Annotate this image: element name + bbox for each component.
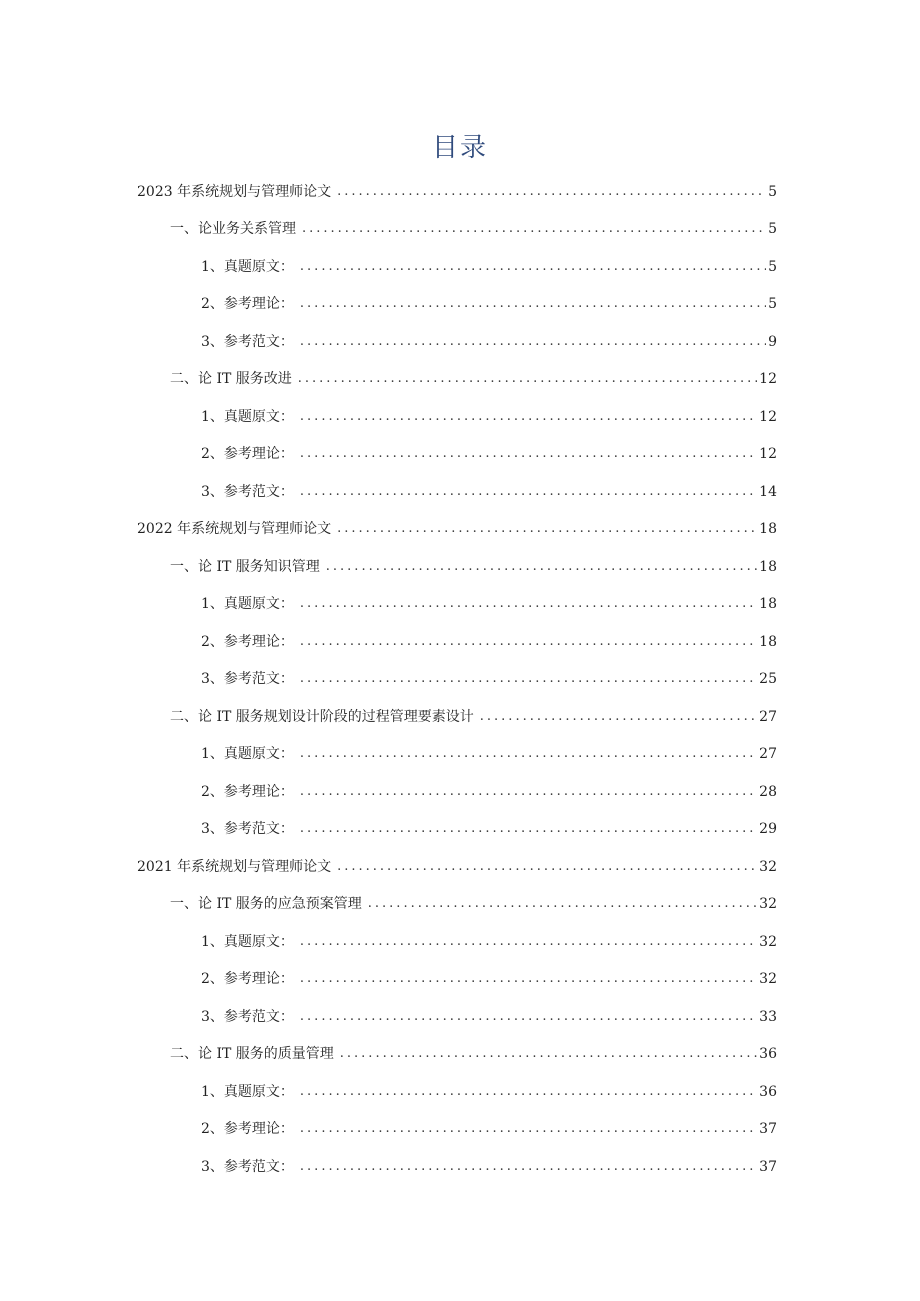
toc-entry[interactable] [0, 811, 920, 849]
toc-page-number: 27 [759, 708, 777, 725]
toc-entry-label: 2、参考理论： [201, 783, 294, 800]
toc-entry[interactable] [0, 998, 920, 1036]
toc-dot-leader [300, 670, 757, 688]
toc-dot-leader [337, 183, 766, 201]
toc-entry[interactable] [0, 773, 920, 811]
toc-page-number: 29 [759, 821, 777, 838]
toc-entry-label: 二、论 IT 服务的质量管理 [170, 1046, 334, 1063]
toc-page-number: 18 [759, 521, 777, 538]
toc-page-number: 37 [759, 1158, 777, 1175]
toc-page-number: 5 [768, 183, 777, 200]
toc-entry[interactable] [0, 623, 920, 661]
toc-dot-leader [300, 783, 757, 801]
toc-dot-leader [300, 633, 757, 651]
toc-entry[interactable] [0, 698, 920, 736]
toc-page-number: 27 [759, 746, 777, 763]
toc-dot-leader [480, 708, 757, 726]
toc-entry[interactable] [0, 886, 920, 924]
toc-entry-label: 1、真题原文： [201, 1083, 294, 1100]
toc-dot-leader [368, 895, 757, 913]
toc-entry[interactable] [0, 323, 920, 361]
toc-dot-leader [298, 370, 757, 388]
toc-entry[interactable] [0, 1148, 920, 1186]
toc-entry-label: 3、参考范文： [201, 333, 294, 350]
toc-entry[interactable] [0, 248, 920, 286]
toc-dot-leader [300, 258, 766, 276]
toc-entry-label: 3、参考范文： [201, 1008, 294, 1025]
toc-page-number: 32 [759, 971, 777, 988]
toc-entry[interactable] [0, 923, 920, 961]
toc-entry-label: 2、参考理论： [201, 296, 294, 313]
toc-dot-leader [300, 295, 766, 313]
toc-entry-label: 一、论 IT 服务的应急预案管理 [170, 896, 362, 913]
toc-page-number: 36 [759, 1046, 777, 1063]
toc-page-number: 12 [759, 371, 777, 388]
toc-entry-label: 1、真题原文： [201, 596, 294, 613]
toc-entry[interactable] [0, 1111, 920, 1149]
toc-entry[interactable] [0, 286, 920, 324]
toc-page-number: 9 [768, 333, 777, 350]
toc-page-number: 14 [759, 483, 777, 500]
toc-entry-label: 2、参考理论： [201, 971, 294, 988]
toc-page-number: 5 [768, 296, 777, 313]
toc-dot-leader [300, 333, 766, 351]
toc-page-number: 33 [759, 1008, 777, 1025]
toc-page-number: 37 [759, 1121, 777, 1138]
toc-entry-label: 2022 年系统规划与管理师论文 [137, 521, 332, 538]
toc-page-number: 5 [768, 221, 777, 238]
toc-page-number: 32 [759, 933, 777, 950]
toc-dot-leader [300, 595, 757, 613]
toc-page-number: 18 [759, 596, 777, 613]
toc-entry[interactable] [0, 361, 920, 399]
toc-entry[interactable] [0, 961, 920, 999]
toc-dot-leader [300, 745, 757, 763]
toc-entry-label: 1、真题原文： [201, 746, 294, 763]
toc-page-number: 12 [759, 446, 777, 463]
toc-entry-label: 1、真题原文： [201, 408, 294, 425]
toc-entry[interactable] [0, 511, 920, 549]
toc-entry-label: 1、真题原文： [201, 933, 294, 950]
toc-entry[interactable] [0, 473, 920, 511]
toc-entry[interactable] [0, 736, 920, 774]
toc-entry[interactable] [0, 548, 920, 586]
toc-entry[interactable] [0, 173, 920, 211]
toc-page-number: 36 [759, 1083, 777, 1100]
toc-page-number: 12 [759, 408, 777, 425]
toc-dot-leader [300, 408, 757, 426]
toc-entry-label: 2021 年系统规划与管理师论文 [137, 858, 332, 875]
toc-dot-leader [302, 220, 766, 238]
toc-entry[interactable] [0, 1073, 920, 1111]
toc-entry-label: 3、参考范文： [201, 483, 294, 500]
toc-entry-label: 3、参考范文： [201, 671, 294, 688]
toc-dot-leader [337, 520, 757, 538]
toc-entry-label: 2023 年系统规划与管理师论文 [137, 183, 332, 200]
toc-page-number: 5 [768, 258, 777, 275]
toc-entry-label: 2、参考理论： [201, 633, 294, 650]
toc-page-number: 32 [759, 896, 777, 913]
toc-entry[interactable] [0, 211, 920, 249]
table-of-contents [0, 173, 920, 1186]
toc-entry[interactable] [0, 661, 920, 699]
toc-page-number: 18 [759, 633, 777, 650]
toc-dot-leader [300, 970, 757, 988]
toc-page-number: 28 [759, 783, 777, 800]
toc-entry-label: 2、参考理论： [201, 446, 294, 463]
toc-dot-leader [340, 1045, 757, 1063]
toc-entry-label: 二、论 IT 服务规划设计阶段的过程管理要素设计 [170, 708, 474, 725]
toc-entry[interactable] [0, 398, 920, 436]
toc-dot-leader [300, 1008, 757, 1026]
toc-dot-leader [337, 858, 757, 876]
toc-entry-label: 二、论 IT 服务改进 [170, 371, 292, 388]
toc-dot-leader [300, 1120, 757, 1138]
toc-dot-leader [326, 558, 757, 576]
toc-entry[interactable] [0, 1036, 920, 1074]
toc-page-number: 32 [759, 858, 777, 875]
toc-entry-label: 1、真题原文： [201, 258, 294, 275]
toc-entry-label: 3、参考范文： [201, 1158, 294, 1175]
toc-dot-leader [300, 1158, 757, 1176]
toc-entry[interactable] [0, 848, 920, 886]
toc-entry-label: 一、论业务关系管理 [170, 221, 296, 238]
toc-entry-label: 3、参考范文： [201, 821, 294, 838]
toc-page-number: 18 [759, 558, 777, 575]
toc-entry-label: 2、参考理论： [201, 1121, 294, 1138]
toc-dot-leader [300, 483, 757, 501]
toc-dot-leader [300, 445, 757, 463]
toc-title: 目录 [431, 133, 488, 163]
toc-dot-leader [300, 820, 757, 838]
toc-entry[interactable] [0, 436, 920, 474]
toc-entry-label: 一、论 IT 服务知识管理 [170, 558, 320, 575]
toc-page-number: 25 [759, 671, 777, 688]
toc-dot-leader [300, 933, 757, 951]
toc-dot-leader [300, 1083, 757, 1101]
toc-entry[interactable] [0, 586, 920, 624]
